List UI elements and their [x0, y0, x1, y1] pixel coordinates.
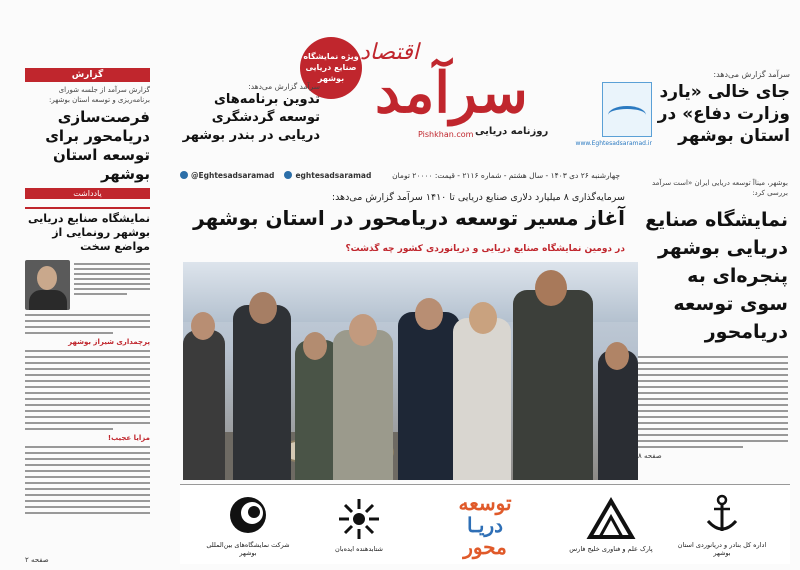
sponsor-caption: شتابدهنده ایده‌بان [335, 544, 383, 553]
newspaper-logo: سرآمد [375, 60, 528, 126]
article-text [25, 446, 150, 514]
sponsor-caption: پارک علم و فناوری خلیج فارس [569, 544, 653, 553]
teaser-right-headline: جای خالی «یارد وزارت دفاع» در استان بوشهر [657, 82, 790, 146]
issue-info: چهارشنبه ۲۶ دی ۱۴۰۳ - سال هشتم - شماره ۲۱۱۶ - قیمت: ۲۰۰۰۰ تومان [392, 170, 620, 180]
sponsor-caption: اداره کل بنادر و دریانوردی استان بوشهر [677, 540, 767, 557]
author-photo [25, 260, 70, 310]
dateline-bar [180, 168, 620, 182]
teaser-right-kicker: سرآمد گزارش می‌دهد: [713, 70, 790, 79]
teaser-left-headline: تدوین برنامه‌های توسعه گردشگری دریایی در بندر بوشهر [182, 92, 320, 143]
sponsor-bar [180, 484, 790, 564]
logo-subtitle: اقتصاد [360, 40, 419, 65]
right-headline[interactable]: نمایشگاه صنایع دریایی بوشهر پنجره‌ای به سوی توسعه دریامحور [645, 209, 788, 343]
right-kicker: بوشهر، میناآ توسعه دریایی ایران «است سرآمد بررسی کرد: [651, 179, 788, 197]
main-subhead: در دومین نمایشگاه صنایع دریایی و دریانوردی کشور چه گذشت؟ [345, 244, 625, 254]
left-headline[interactable]: فرصت‌سازی دریامحور برای توسعه استان بوشهر [45, 108, 150, 183]
sponsor-wordmark[interactable] [420, 492, 550, 558]
logo-tagline: روزنامه دریایی [475, 126, 549, 137]
left-column [25, 68, 150, 514]
teaser-left[interactable] [170, 82, 320, 145]
website-url: www.Eghtesadsaramad.ir [575, 140, 652, 147]
social-instagram[interactable]: @Eghtesadsaramad [180, 171, 274, 180]
main-headline[interactable]: آغاز مسیر توسعه دریامحور در استان بوشهر [193, 206, 625, 230]
sponsor-caption: شرکت نمایشگاه‌های بین‌المللی بوشهر [206, 540, 290, 557]
telegram-icon [284, 171, 292, 179]
main-kicker: سرمایه‌گذاری ۸ میلیارد دلاری صنایع دریایی تا ۱۴۱۰ سرآمد گزارش می‌دهد: [331, 192, 625, 203]
right-page-number: صفحه ۸ [638, 452, 662, 460]
article-text [25, 314, 150, 334]
sponsor-science-park[interactable] [561, 497, 661, 553]
teaser-left-kicker: سرآمد گزارش می‌دهد: [248, 82, 320, 91]
sponsor-ports-organization[interactable] [672, 493, 772, 557]
accelerator-icon [333, 497, 385, 541]
instagram-icon [180, 171, 188, 179]
left-subhead: پرچمداری شیراز بوشهر [68, 338, 150, 346]
special-edition-badge: ویژه نمایشگاه صنایع دریایی بوشهر [300, 37, 362, 99]
ports-organization-logo-icon [602, 82, 652, 137]
anchor-icon [696, 493, 748, 537]
article-text [638, 356, 788, 448]
note-tag: یادداشت [25, 188, 150, 199]
social-telegram[interactable]: eghtesadsaramad [284, 171, 371, 180]
wordmark-bottom: محور [463, 534, 507, 559]
wordmark-mid: دریـا [466, 512, 504, 537]
exhibition-logo-icon [222, 493, 274, 537]
park-logo-icon [585, 497, 637, 541]
main-photo [183, 262, 638, 480]
teaser-right[interactable] [575, 70, 790, 147]
article-text [74, 260, 150, 310]
left-subhead-2: مزایا عجیب! [107, 434, 150, 442]
social-links [180, 171, 371, 180]
author-box [25, 260, 150, 310]
watermark-url: Pishkhan.com [418, 130, 474, 139]
report-tag: گزارش [25, 68, 150, 82]
left-page-number: صفحه ۲ [25, 556, 49, 564]
left-kicker: گزارش سرآمد از جلسه شورای برنامه‌ریزی و توسعه استان بوشهر: [49, 86, 150, 104]
article-text [25, 350, 150, 430]
wordmark-top: توسعه [458, 490, 512, 515]
sponsor-exhibition-company[interactable] [198, 493, 298, 557]
right-column [638, 178, 788, 460]
wordmark-icon [458, 492, 511, 558]
left-article-title[interactable]: نمایشگاه صنایع دریایی بوشهر رونمایی از مواضع سخت [25, 207, 150, 254]
sponsor-accelerator[interactable] [309, 497, 409, 553]
